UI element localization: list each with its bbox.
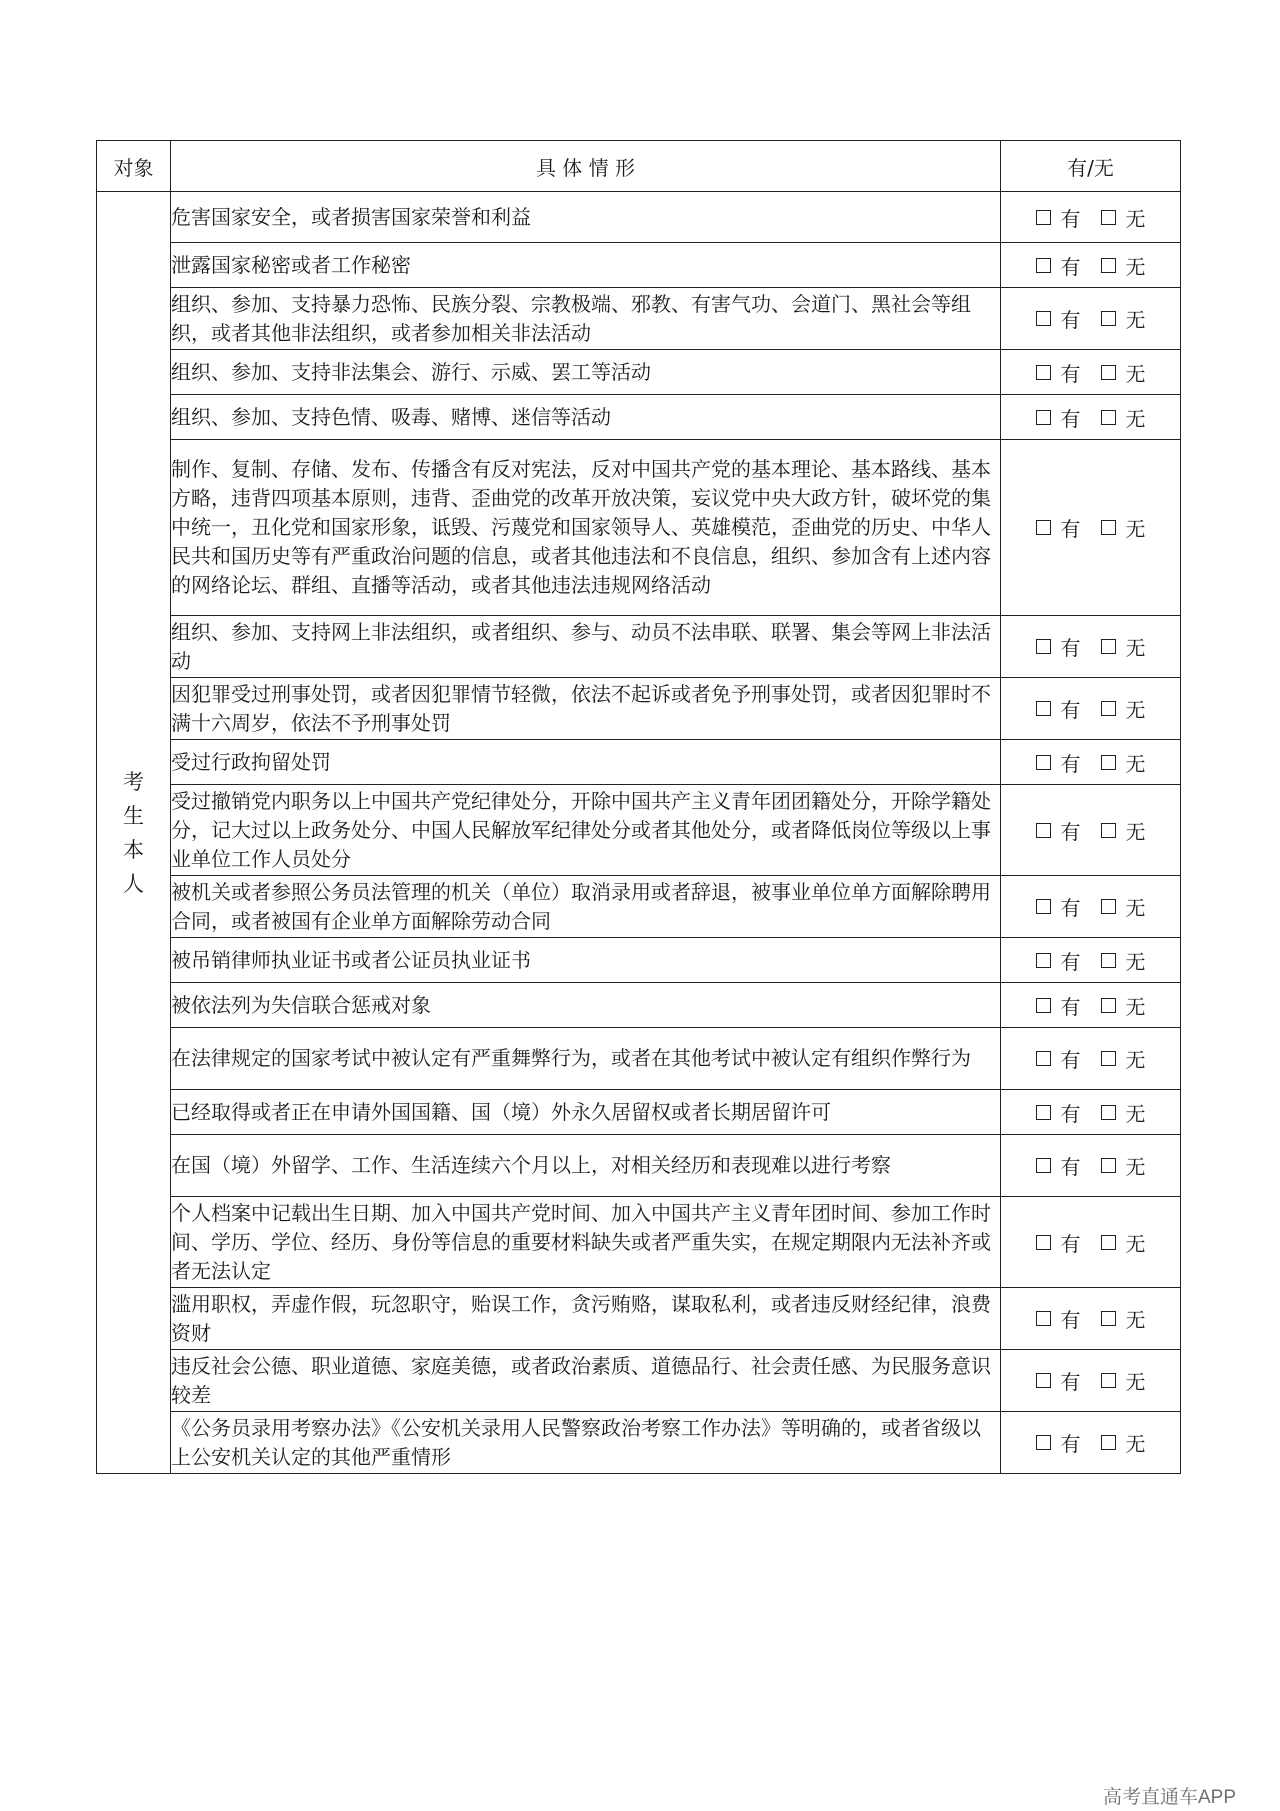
header-subject: 对象 bbox=[97, 141, 171, 192]
situation-text: 个人档案中记载出生日期、加入中国共产党时间、加入中国共产主义青年团时间、参加工作时间、学历、学位、经历、身份等信息的重要材料缺失或者严重失实，在规定期限内无法补齐或者无法认定 bbox=[171, 1197, 1001, 1288]
checkbox-no[interactable] bbox=[1101, 899, 1116, 914]
table-row bbox=[97, 1028, 1181, 1090]
checkbox-yes[interactable] bbox=[1036, 1435, 1051, 1450]
table-row bbox=[97, 192, 1181, 243]
checkbox-no[interactable] bbox=[1101, 953, 1116, 968]
option-yes[interactable] bbox=[1036, 403, 1081, 432]
checkbox-yes[interactable] bbox=[1036, 639, 1051, 654]
checkbox-no[interactable] bbox=[1101, 998, 1116, 1013]
checkbox-no[interactable] bbox=[1101, 1105, 1116, 1120]
option-no-label: 无 bbox=[1125, 1101, 1146, 1126]
checkbox-yes[interactable] bbox=[1036, 755, 1051, 770]
checkbox-no[interactable] bbox=[1101, 311, 1116, 326]
checkbox-yes[interactable] bbox=[1036, 1105, 1051, 1120]
checkbox-no[interactable] bbox=[1101, 823, 1116, 838]
option-yes-label: 有 bbox=[1060, 206, 1081, 231]
option-no[interactable] bbox=[1101, 816, 1146, 845]
yes-no-options bbox=[1001, 1135, 1181, 1197]
option-no[interactable] bbox=[1101, 304, 1146, 333]
checkbox-yes[interactable] bbox=[1036, 1373, 1051, 1388]
option-yes[interactable] bbox=[1036, 748, 1081, 777]
situation-text: 组织、参加、支持色情、吸毒、赌博、迷信等活动 bbox=[171, 395, 1001, 440]
option-yes-label: 有 bbox=[1060, 751, 1081, 776]
option-yes-label: 有 bbox=[1060, 1155, 1081, 1179]
option-yes[interactable] bbox=[1036, 892, 1081, 921]
yes-no-options bbox=[1001, 785, 1181, 876]
option-yes[interactable] bbox=[1036, 358, 1081, 387]
yes-no-options bbox=[1001, 243, 1181, 288]
yes-no-options bbox=[1001, 1350, 1181, 1412]
option-no[interactable] bbox=[1101, 946, 1146, 975]
option-no-label: 无 bbox=[1125, 206, 1146, 231]
form-body bbox=[97, 192, 1181, 1474]
option-yes[interactable] bbox=[1036, 946, 1081, 975]
option-no[interactable] bbox=[1101, 403, 1146, 432]
situation-text: 被依法列为失信联合惩戒对象 bbox=[171, 983, 1001, 1028]
option-no-label: 无 bbox=[1125, 1370, 1146, 1394]
option-no-label: 无 bbox=[1125, 819, 1146, 844]
checkbox-no[interactable] bbox=[1101, 1051, 1116, 1066]
yes-no-options bbox=[1001, 1028, 1181, 1090]
yes-no-options bbox=[1001, 876, 1181, 938]
checkbox-no[interactable] bbox=[1101, 639, 1116, 654]
option-no[interactable] bbox=[1101, 1044, 1146, 1073]
option-yes[interactable] bbox=[1036, 304, 1081, 333]
table-row bbox=[97, 243, 1181, 288]
table-row bbox=[97, 1197, 1181, 1288]
situation-text: 被吊销律师执业证书或者公证员执业证书 bbox=[171, 938, 1001, 983]
option-no-label: 无 bbox=[1125, 1231, 1146, 1256]
situation-text: 滥用职权，弄虚作假，玩忽职守，贻误工作，贪污贿赂，谋取私利，或者违反财经纪律，浪费资财 bbox=[171, 1288, 1001, 1350]
option-yes[interactable] bbox=[1036, 513, 1081, 542]
yes-no-options bbox=[1001, 1288, 1181, 1350]
yes-no-options bbox=[1001, 983, 1181, 1028]
situation-text: 《公务员录用考察办法》《公安机关录用人民警察政治考察工作办法》等明确的，或者省级以上公安机关认定的其他严重情形 bbox=[171, 1412, 1001, 1474]
yes-no-options bbox=[1001, 938, 1181, 983]
checkbox-yes[interactable] bbox=[1036, 311, 1051, 326]
header-situation: 具 体 情 形 bbox=[171, 141, 1001, 192]
option-yes-label: 有 bbox=[1060, 254, 1081, 279]
political-review-form bbox=[96, 140, 1181, 1474]
situation-text: 泄露国家秘密或者工作秘密 bbox=[171, 243, 1001, 288]
situation-text: 受过行政拘留处罚 bbox=[171, 740, 1001, 785]
header-row bbox=[97, 141, 1181, 192]
option-no-label: 无 bbox=[1125, 361, 1146, 386]
option-no-label: 无 bbox=[1125, 994, 1146, 1019]
option-yes-label: 有 bbox=[1060, 896, 1081, 920]
checkbox-no[interactable] bbox=[1101, 258, 1116, 273]
option-yes[interactable] bbox=[1036, 1044, 1081, 1073]
situation-text: 在法律规定的国家考试中被认定有严重舞弊行为，或者在其他考试中被认定有组织作弊行为 bbox=[171, 1028, 1001, 1090]
situation-text: 组织、参加、支持网上非法组织，或者组织、参与、动员不法串联、联署、集会等网上非法活动 bbox=[171, 616, 1001, 678]
checkbox-no[interactable] bbox=[1101, 1311, 1116, 1326]
option-yes[interactable] bbox=[1036, 1428, 1081, 1457]
option-yes-label: 有 bbox=[1060, 949, 1081, 974]
yes-no-options bbox=[1001, 1197, 1181, 1288]
option-no-label: 无 bbox=[1125, 698, 1146, 722]
table-row bbox=[97, 616, 1181, 678]
option-no[interactable] bbox=[1101, 1228, 1146, 1257]
yes-no-options bbox=[1001, 192, 1181, 243]
table-row bbox=[97, 1288, 1181, 1350]
option-yes-label: 有 bbox=[1060, 636, 1081, 660]
option-no-label: 无 bbox=[1125, 751, 1146, 776]
option-no[interactable] bbox=[1101, 632, 1146, 661]
checkbox-no[interactable] bbox=[1101, 1158, 1116, 1173]
option-yes[interactable] bbox=[1036, 1366, 1081, 1395]
checkbox-yes[interactable] bbox=[1036, 210, 1051, 225]
option-no[interactable] bbox=[1101, 991, 1146, 1020]
option-yes-label: 有 bbox=[1060, 406, 1081, 431]
table-row bbox=[97, 395, 1181, 440]
yes-no-options bbox=[1001, 440, 1181, 616]
yes-no-options bbox=[1001, 678, 1181, 740]
watermark: 高考直通车APP bbox=[1102, 1787, 1236, 1808]
situation-text: 被机关或者参照公务员法管理的机关（单位）取消录用或者辞退，被事业单位单方面解除聘用合同，或者被国有企业单方面解除劳动合同 bbox=[171, 876, 1001, 938]
option-no[interactable] bbox=[1101, 251, 1146, 280]
situation-text: 在国（境）外留学、工作、生活连续六个月以上，对相关经历和表现难以进行考察 bbox=[171, 1135, 1001, 1197]
option-no[interactable] bbox=[1101, 203, 1146, 232]
table-row bbox=[97, 350, 1181, 395]
option-no-label: 无 bbox=[1125, 1048, 1146, 1072]
yes-no-options bbox=[1001, 350, 1181, 395]
table-row bbox=[97, 983, 1181, 1028]
table-row bbox=[97, 1350, 1181, 1412]
option-yes-label: 有 bbox=[1060, 308, 1081, 332]
option-no[interactable] bbox=[1101, 892, 1146, 921]
checkbox-no[interactable] bbox=[1101, 1373, 1116, 1388]
situation-text: 受过撤销党内职务以上中国共产党纪律处分，开除中国共产主义青年团团籍处分，开除学籍处分，记大过以上政务处分、中国人民解放军纪律处分或者其他处分，或者降低岗位等级以上事业单位工作人员处分 bbox=[171, 785, 1001, 876]
option-yes[interactable] bbox=[1036, 632, 1081, 661]
option-no[interactable] bbox=[1101, 1428, 1146, 1457]
subject-label: 考生本人 bbox=[123, 769, 144, 896]
checkbox-yes[interactable] bbox=[1036, 258, 1051, 273]
option-no[interactable] bbox=[1101, 1304, 1146, 1333]
option-yes[interactable] bbox=[1036, 251, 1081, 280]
checkbox-no[interactable] bbox=[1101, 410, 1116, 425]
option-yes[interactable] bbox=[1036, 694, 1081, 723]
option-yes[interactable] bbox=[1036, 1098, 1081, 1127]
option-no-label: 无 bbox=[1125, 1155, 1146, 1179]
situation-text: 组织、参加、支持非法集会、游行、示威、罢工等活动 bbox=[171, 350, 1001, 395]
checkbox-yes[interactable] bbox=[1036, 1051, 1051, 1066]
option-no[interactable] bbox=[1101, 694, 1146, 723]
option-no[interactable] bbox=[1101, 1366, 1146, 1395]
option-no-label: 无 bbox=[1125, 517, 1146, 541]
option-no-label: 无 bbox=[1125, 949, 1146, 974]
checkbox-yes[interactable] bbox=[1036, 899, 1051, 914]
checkbox-yes[interactable] bbox=[1036, 365, 1051, 380]
option-no-label: 无 bbox=[1125, 1432, 1146, 1456]
checkbox-no[interactable] bbox=[1101, 210, 1116, 225]
checkbox-yes[interactable] bbox=[1036, 1311, 1051, 1326]
option-no-label: 无 bbox=[1125, 254, 1146, 279]
header-yes-no: 有/无 bbox=[1001, 141, 1181, 192]
situation-text: 制作、复制、存储、发布、传播含有反对宪法，反对中国共产党的基本理论、基本路线、基本方略，违背四项基本原则，违背、歪曲党的改革开放决策，妄议党中央大政方针，破坏党的集中统一，丑化党和国家形象，诋毁、污蔑党和国家领导人、英雄模范，歪曲党的历史、中华人民共和国历史等有严重政治问题的信息，或者其他违法和不良信息，组织、参加含有上述内容的网络论坛、群组、直播等活动，或者其他违法违规网络活动 bbox=[171, 440, 1001, 616]
situation-text: 组织、参加、支持暴力恐怖、民族分裂、宗教极端、邪教、有害气功、会道门、黑社会等组织，或者其他非法组织，或者参加相关非法活动 bbox=[171, 288, 1001, 350]
option-yes-label: 有 bbox=[1060, 361, 1081, 386]
table-row bbox=[97, 440, 1181, 616]
option-yes[interactable] bbox=[1036, 816, 1081, 845]
option-yes-label: 有 bbox=[1060, 1231, 1081, 1256]
checkbox-no[interactable] bbox=[1101, 1435, 1116, 1450]
table-row bbox=[97, 876, 1181, 938]
situation-text: 因犯罪受过刑事处罚，或者因犯罪情节轻微，依法不起诉或者免予刑事处罚，或者因犯罪时不满十六周岁，依法不予刑事处罚 bbox=[171, 678, 1001, 740]
option-yes-label: 有 bbox=[1060, 994, 1081, 1019]
option-yes[interactable] bbox=[1036, 991, 1081, 1020]
situation-text: 危害国家安全，或者损害国家荣誉和利益 bbox=[171, 192, 1001, 243]
table-row bbox=[97, 938, 1181, 983]
checkbox-yes[interactable] bbox=[1036, 823, 1051, 838]
table-row bbox=[97, 1135, 1181, 1197]
checkbox-yes[interactable] bbox=[1036, 520, 1051, 535]
table-row bbox=[97, 740, 1181, 785]
yes-no-options bbox=[1001, 395, 1181, 440]
checkbox-yes[interactable] bbox=[1036, 998, 1051, 1013]
table-row bbox=[97, 1090, 1181, 1135]
option-yes-label: 有 bbox=[1060, 517, 1081, 541]
option-no[interactable] bbox=[1101, 748, 1146, 777]
table-row bbox=[97, 1412, 1181, 1474]
option-no[interactable] bbox=[1101, 513, 1146, 542]
option-yes-label: 有 bbox=[1060, 1048, 1081, 1072]
option-yes-label: 有 bbox=[1060, 698, 1081, 722]
option-yes[interactable] bbox=[1036, 203, 1081, 232]
checkbox-no[interactable] bbox=[1101, 520, 1116, 535]
situation-text: 已经取得或者正在申请外国国籍、国（境）外永久居留权或者长期居留许可 bbox=[171, 1090, 1001, 1135]
option-no[interactable] bbox=[1101, 1151, 1146, 1180]
option-no-label: 无 bbox=[1125, 636, 1146, 660]
checkbox-yes[interactable] bbox=[1036, 1158, 1051, 1173]
option-yes-label: 有 bbox=[1060, 819, 1081, 844]
option-yes-label: 有 bbox=[1060, 1308, 1081, 1332]
checkbox-no[interactable] bbox=[1101, 755, 1116, 770]
option-no-label: 无 bbox=[1125, 896, 1146, 920]
option-yes-label: 有 bbox=[1060, 1370, 1081, 1394]
yes-no-options bbox=[1001, 1412, 1181, 1474]
option-yes[interactable] bbox=[1036, 1228, 1081, 1257]
subject-cell bbox=[97, 192, 171, 1474]
checkbox-yes[interactable] bbox=[1036, 1235, 1051, 1250]
checkbox-yes[interactable] bbox=[1036, 701, 1051, 716]
option-no-label: 无 bbox=[1125, 308, 1146, 332]
checkbox-no[interactable] bbox=[1101, 701, 1116, 716]
yes-no-options bbox=[1001, 616, 1181, 678]
option-yes[interactable] bbox=[1036, 1151, 1081, 1180]
option-yes-label: 有 bbox=[1060, 1101, 1081, 1126]
table-row bbox=[97, 678, 1181, 740]
yes-no-options bbox=[1001, 1090, 1181, 1135]
option-no-label: 无 bbox=[1125, 1308, 1146, 1332]
option-yes-label: 有 bbox=[1060, 1432, 1081, 1456]
situation-text: 违反社会公德、职业道德、家庭美德，或者政治素质、道德品行、社会责任感、为民服务意识较差 bbox=[171, 1350, 1001, 1412]
option-yes[interactable] bbox=[1036, 1304, 1081, 1333]
table-row bbox=[97, 785, 1181, 876]
table-row bbox=[97, 288, 1181, 350]
option-no[interactable] bbox=[1101, 358, 1146, 387]
option-no-label: 无 bbox=[1125, 406, 1146, 431]
yes-no-options bbox=[1001, 288, 1181, 350]
checkbox-no[interactable] bbox=[1101, 365, 1116, 380]
checkbox-no[interactable] bbox=[1101, 1235, 1116, 1250]
yes-no-options bbox=[1001, 740, 1181, 785]
option-no[interactable] bbox=[1101, 1098, 1146, 1127]
checkbox-yes[interactable] bbox=[1036, 953, 1051, 968]
checkbox-yes[interactable] bbox=[1036, 410, 1051, 425]
